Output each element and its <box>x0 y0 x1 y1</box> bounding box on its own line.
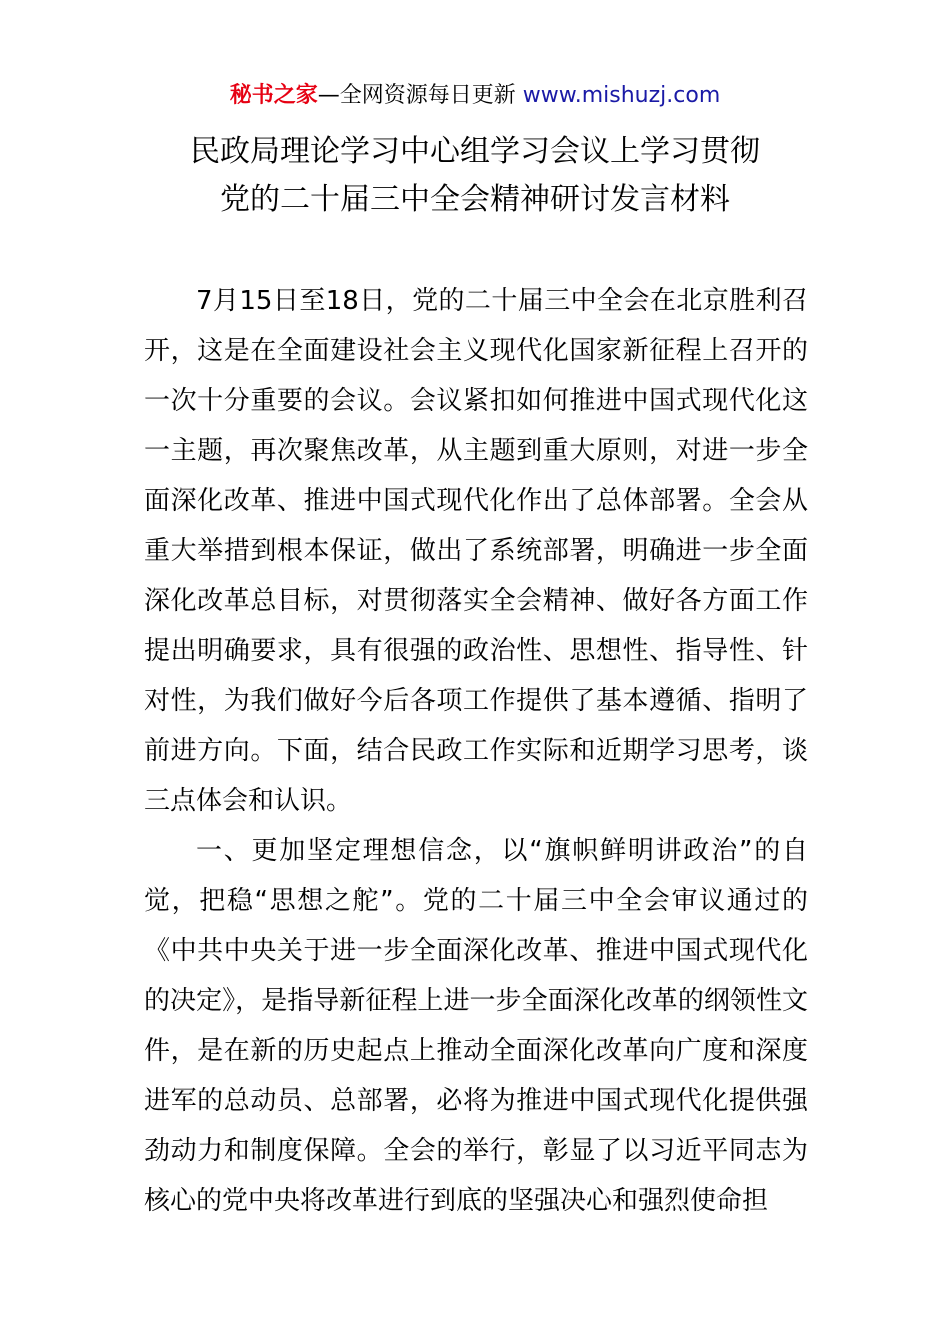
site-url[interactable]: www.mishuzj.com <box>522 83 721 108</box>
site-tagline: —全网资源每日更新 <box>317 83 523 108</box>
title-line-2: 党的二十届三中全会精神研讨发言材料 <box>220 182 730 217</box>
site-header <box>0 80 950 112</box>
brand-name: 秘书之家 <box>229 83 318 108</box>
document-title <box>0 128 950 224</box>
title-line-1: 民政局理论学习中心组学习会议上学习贯彻 <box>190 134 760 169</box>
paragraph-intro: 7月15日至18日，党的二十届三中全会在北京胜利召开，这是在全面建设社会主义现代化国家新征程上召开的一次十分重要的会议。会议紧扣如何推进中国式现代化这一主题，再次聚焦改革，从主题到重大原则，对进一步全面深化改革、推进中国式现代化作出了总体部署。全会从重大举措到根本保证，做出了系统部署，明确进一步全面深化改革总目标，对贯彻落实全会精神、做好各方面工作提出明确要求，具有很强的政治性、思想性、指导性、针对性，为我们做好今后各项工作提供了基本遵循、指明了前进方向。下面，结合民政工作实际和近期学习思考，谈三点体会和认识。 <box>144 286 808 816</box>
paragraph-section-one: 一、更加坚定理想信念，以“旗帜鲜明讲政治”的自觉，把稳“思想之舵”。党的二十届三中全会审议通过的《中共中央关于进一步全面深化改革、推进中国式现代化的决定》，是指导新征程上进一步全面深化改革的纲领性文件，是在新的历史起点上推动全面深化改革向广度和深度进军的总动员、总部署，必将为推进中国式现代化提供强劲动力和制度保障。全会的举行，彰显了以习近平同志为核心的党中央将改革进行到底的坚强决心和强烈使命担 <box>144 836 808 1216</box>
document-body <box>144 276 808 1226</box>
